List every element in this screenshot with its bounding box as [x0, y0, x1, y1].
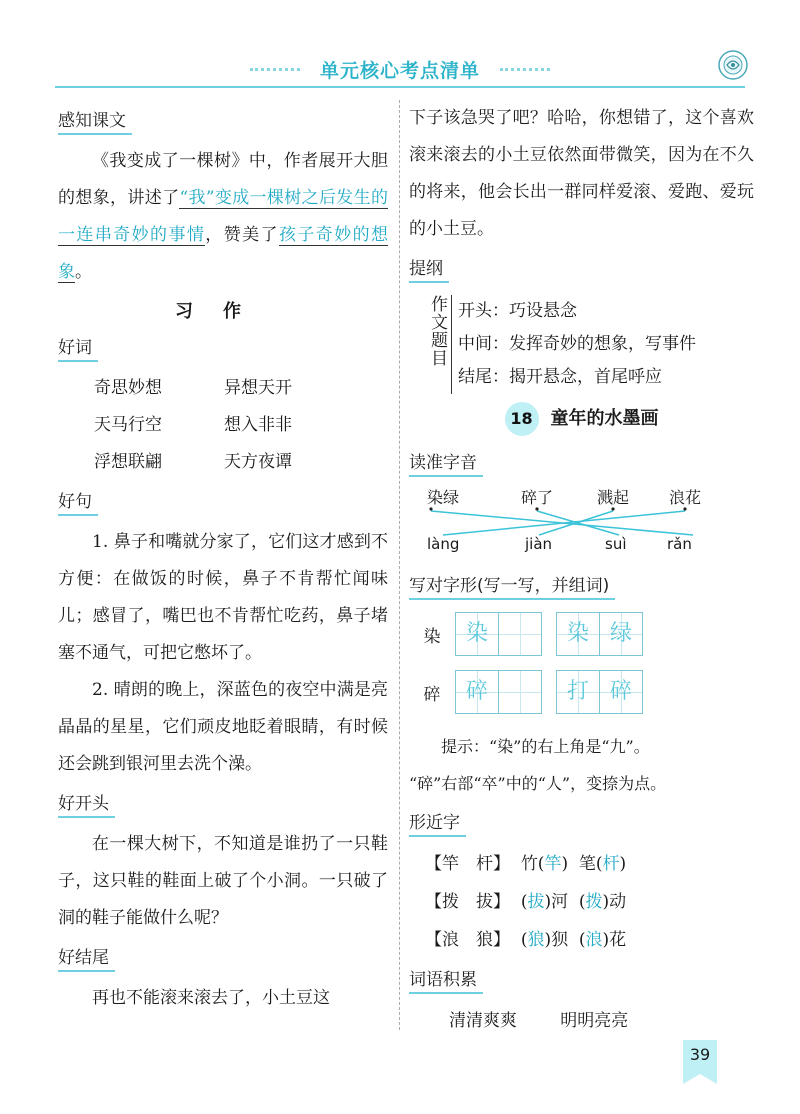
- fill-pre: 笔(: [578, 854, 603, 874]
- matching-lines: [413, 485, 743, 565]
- good-opening-text: 在一棵大树下，不知道是谁扔了一只鞋子，这只鞋的鞋面上破了个小洞。一只破了洞的鞋子能做什么呢？: [58, 834, 388, 928]
- good-words-grid: [94, 370, 388, 481]
- similar-char-row: [425, 883, 754, 921]
- char-pair: 【浪 狼】: [425, 930, 510, 950]
- match-word: 染绿: [427, 488, 460, 507]
- match-pinyin: jiàn: [525, 535, 553, 553]
- writing-label: 染: [423, 626, 441, 647]
- good-ending-text: 再也不能滚来滚去了，小土豆这: [92, 988, 330, 1008]
- box-char: 碎: [609, 679, 632, 704]
- header-rule: [55, 86, 745, 88]
- fill-post: )花: [602, 930, 627, 950]
- fill-answer: 拨: [585, 892, 603, 912]
- answer-blank-1: “我”变成一棵树之后发生的一连串奇妙的事情: [58, 188, 388, 245]
- fill-post: ): [619, 854, 627, 874]
- essay-outline: [427, 295, 754, 394]
- writing-box: [600, 612, 643, 656]
- answer-blank-2: 孩子奇妙的想象: [58, 225, 389, 282]
- section-heading-haoju: 好句: [58, 487, 98, 516]
- outline-items: [458, 295, 696, 394]
- word-item: 天马行空: [94, 415, 162, 435]
- word-item: 明明亮亮: [560, 1011, 629, 1031]
- section-heading-duzhun: 读准字音: [409, 448, 483, 477]
- box-char: 染: [465, 621, 488, 646]
- good-ending-continued: 下子该急哭了吧？哈哈，你想错了，这个喜欢滚来滚去的小土豆依然面带微笑，因为在不久的将来，他会长出一群同样爱滚、爱跑、爱玩的小土豆。: [409, 108, 754, 239]
- word-item: 想入非非: [224, 415, 292, 435]
- word-item: 浮想联翩: [94, 452, 162, 472]
- fill-answer: 杆: [602, 854, 620, 874]
- page-header-title: 单元核心考点清单: [319, 60, 480, 82]
- writing-row: [409, 670, 754, 714]
- writing-label: 碎: [423, 684, 441, 705]
- outline-item: 中间：发挥奇妙的想象，写事件: [458, 334, 696, 354]
- fill-post: )河: [544, 892, 569, 912]
- fill-pre: (: [520, 930, 528, 950]
- right-column: [409, 100, 754, 1040]
- word-item: 异想天开: [224, 378, 292, 398]
- lesson-number-badge: 18: [505, 402, 539, 436]
- match-pinyin: suì: [605, 535, 627, 553]
- box-char: 打: [566, 679, 589, 704]
- section-heading-jiewei: 好结尾: [58, 943, 115, 972]
- match-pinyin: làng: [427, 535, 460, 553]
- hint-line-2: “碎”右部“卒”中的“人”，变捺为点。: [409, 774, 667, 793]
- writing-box: [455, 612, 499, 656]
- similar-char-row: [425, 921, 754, 959]
- lesson-title: 童年的水墨画: [550, 408, 659, 429]
- word-item: 奇思妙想: [94, 378, 162, 398]
- fill-pre: (: [578, 892, 586, 912]
- fill-pre: (: [578, 930, 586, 950]
- xizuo-title: 习作: [175, 301, 271, 322]
- outline-item: 结尾：揭开悬念，首尾呼应: [458, 367, 662, 387]
- section-heading-xiedui: 写对字形(写一写，并组词): [409, 571, 615, 600]
- outline-title: 作文题目: [427, 295, 452, 394]
- word-accumulation: [449, 1002, 754, 1040]
- pinyin-matching: [413, 485, 754, 565]
- char-pair: 【竿 杆】: [425, 854, 510, 874]
- ganzhi-text-1: 《我变成了一棵树》中，作者展开大胆的想象，讲述了: [58, 151, 388, 208]
- fill-pre: 竹(: [520, 854, 545, 874]
- fill-answer: 拔: [527, 892, 545, 912]
- box-char: 绿: [609, 621, 632, 646]
- good-sentence-1: 1. 鼻子和嘴就分家了，它们这才感到不方便：在做饭的时候，鼻子不肯帮忙闻味儿；感冒了，嘴巴也不肯帮忙吃药，鼻子堵塞不通气，可把它憋坏了。: [58, 532, 388, 663]
- writing-box: [556, 612, 600, 656]
- box-char: 染: [566, 621, 589, 646]
- ornament-icon: [716, 48, 750, 82]
- match-word: 溅起: [597, 488, 630, 507]
- fill-answer: 竿: [544, 854, 562, 874]
- word-item: 清清爽爽: [449, 1011, 517, 1031]
- writing-box: [499, 670, 542, 714]
- fill-answer: 浪: [585, 930, 603, 950]
- match-word: 碎了: [521, 488, 554, 507]
- hint-line-1: 提示：“染”的右上角是“九”。: [441, 737, 650, 756]
- section-heading-tigang: 提纲: [409, 254, 449, 283]
- ganzhi-text-2: ，赞美了: [205, 225, 279, 245]
- section-heading-kaitou: 好开头: [58, 789, 115, 818]
- good-sentence-2: 2. 晴朗的晚上，深蓝色的夜空中满是亮晶晶的星星，它们顽皮地眨着眼睛，有时候还会跳到银河里去洗个澡。: [58, 680, 388, 774]
- ganzhi-text-3: 。: [75, 262, 92, 282]
- outline-item: 开头：巧设悬念: [458, 301, 577, 321]
- page-number: 39: [683, 1040, 717, 1074]
- match-pinyin: rǎn: [667, 535, 692, 553]
- writing-box: [556, 670, 600, 714]
- similar-char-row: [425, 845, 754, 883]
- writing-box: [499, 612, 542, 656]
- fill-pre: (: [520, 892, 528, 912]
- section-heading-ganzhi: 感知课文: [58, 106, 132, 135]
- ganzhi-paragraph: [58, 143, 388, 291]
- fill-post: )狈: [544, 930, 569, 950]
- char-pair: 【拨 拔】: [425, 892, 510, 912]
- section-heading-haoci: 好词: [58, 333, 98, 362]
- fill-answer: 狼: [527, 930, 545, 950]
- word-item: 天方夜谭: [224, 452, 292, 472]
- match-word: 浪花: [669, 488, 702, 507]
- column-divider: [399, 100, 400, 1030]
- writing-box: [600, 670, 643, 714]
- writing-row: [409, 612, 754, 656]
- fill-post: ): [561, 854, 569, 874]
- writing-box: [455, 670, 499, 714]
- lesson-title-block: [409, 402, 754, 436]
- left-column: [58, 100, 388, 1017]
- section-heading-xingjin: 形近字: [409, 808, 466, 837]
- fill-post: )动: [602, 892, 627, 912]
- box-char: 碎: [465, 679, 488, 704]
- section-heading-ciyu: 词语积累: [409, 965, 483, 994]
- writing-hint: [409, 728, 754, 802]
